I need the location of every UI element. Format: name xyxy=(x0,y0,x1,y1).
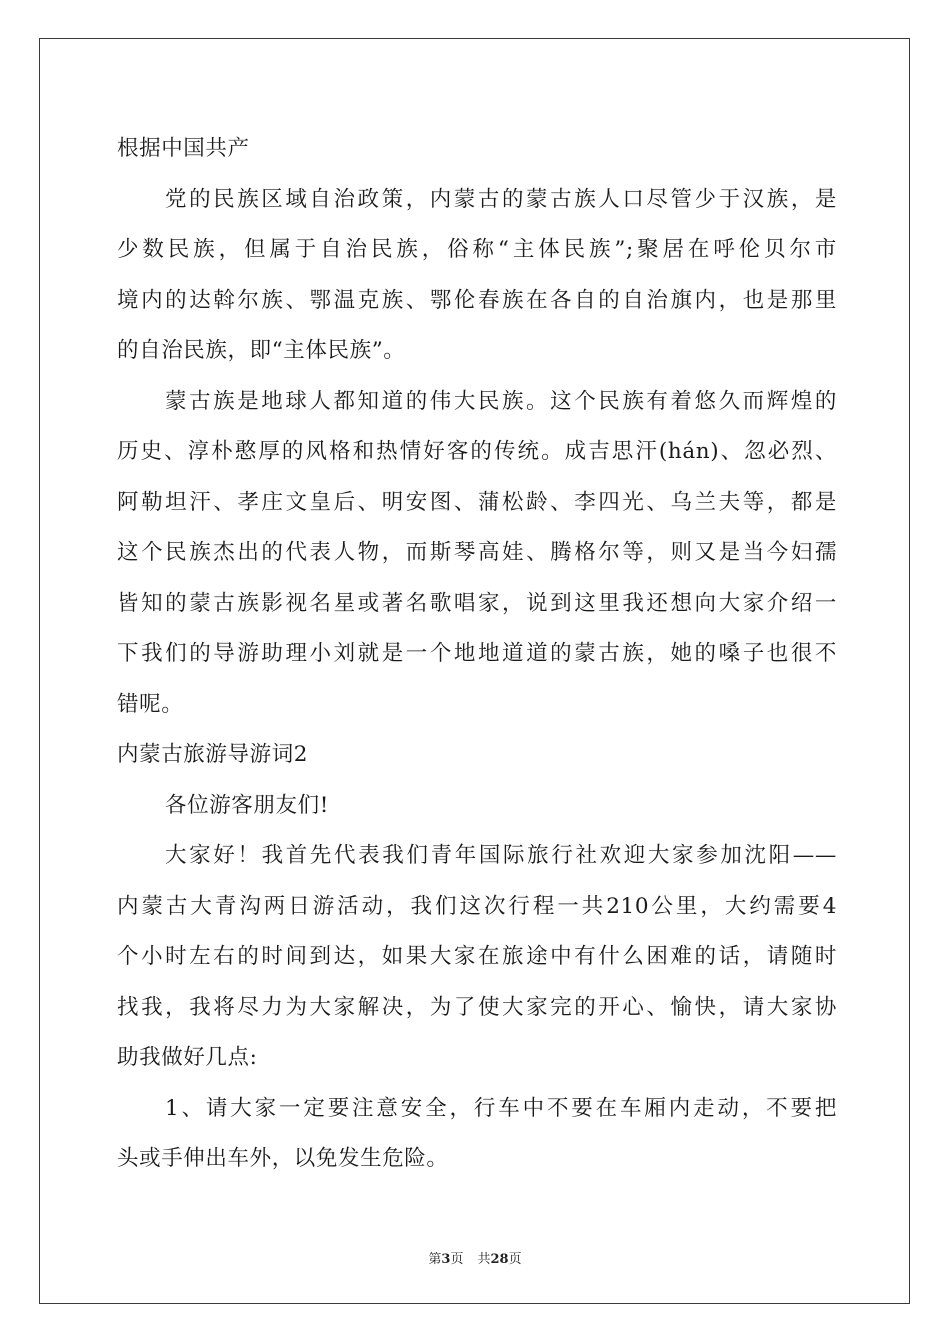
list-item-line: 头或手伸出车外，以免发生危险。 xyxy=(117,1146,449,1171)
total-pages: 28 xyxy=(490,1252,509,1267)
document-body xyxy=(117,124,837,1185)
list-item-line: 1、请大家一定要注意安全，行车中不要在车厢内走动，不要把 xyxy=(165,1095,837,1121)
page-suffix: 页 xyxy=(450,1252,464,1267)
total-suffix: 页 xyxy=(508,1252,522,1267)
total-prefix: 共 xyxy=(477,1252,491,1267)
section-heading: 内蒙古旅游导游词2 xyxy=(117,742,309,767)
page-prefix: 第 xyxy=(428,1252,442,1267)
paragraph-line: 境内的达斡尔族、鄂温克族、鄂伦春族在各自的自治旗内，也是那里 xyxy=(117,287,837,313)
paragraph-line: 大家好！我首先代表我们青年国际旅行社欢迎大家参加沈阳—— xyxy=(165,843,837,868)
paragraph-line: 这个民族杰出的代表人物，而斯琴高娃、腾格尔等，则又是当今妇孺 xyxy=(117,540,837,565)
paragraph-line: 皆知的蒙古族影视名星或著名歌唱家，说到这里我还想向大家介绍一 xyxy=(117,590,837,616)
paragraph-line: 助我做好几点: xyxy=(117,1045,258,1070)
paragraph-line: 下我们的导游助理小刘就是一个地地道道的蒙古族，她的嗓子也很不 xyxy=(117,641,837,666)
paragraph-line: 个小时左右的时间到达，如果大家在旅途中有什么困难的话，请随时 xyxy=(117,944,837,969)
text-line: 根据中国共产 xyxy=(117,136,250,161)
paragraph-line: 找我，我将尽力为大家解决，为了使大家完的开心、愉快，请大家协 xyxy=(117,994,837,1020)
page-number: 3 xyxy=(441,1252,451,1267)
paragraph-line: 错呢。 xyxy=(117,691,184,717)
paragraph-line: 历史、淳朴憨厚的风格和热情好客的传统。成吉思汗(hán)、忽必烈、 xyxy=(117,439,837,464)
paragraph-line: 党的民族区域自治政策，内蒙古的蒙古族人口尽管少于汉族，是 xyxy=(165,186,837,212)
paragraph-line: 的自治民族，即“主体民族”。 xyxy=(117,338,406,363)
paragraph-line: 蒙古族是地球人都知道的伟大民族。这个民族有着悠久而辉煌的 xyxy=(165,388,837,414)
paragraph-line: 少数民族，但属于自治民族，俗称“主体民族”;聚居在呼伦贝尔市 xyxy=(117,237,837,262)
page-footer xyxy=(0,1248,950,1267)
paragraph-line: 阿勒坦汗、孝庄文皇后、明安图、蒲松龄、李四光、乌兰夫等，都是 xyxy=(117,489,837,515)
paragraph-line: 内蒙古大青沟两日游活动，我们这次行程一共210公里，大约需要4 xyxy=(117,893,837,919)
greeting-line: 各位游客朋友们! xyxy=(165,792,329,818)
